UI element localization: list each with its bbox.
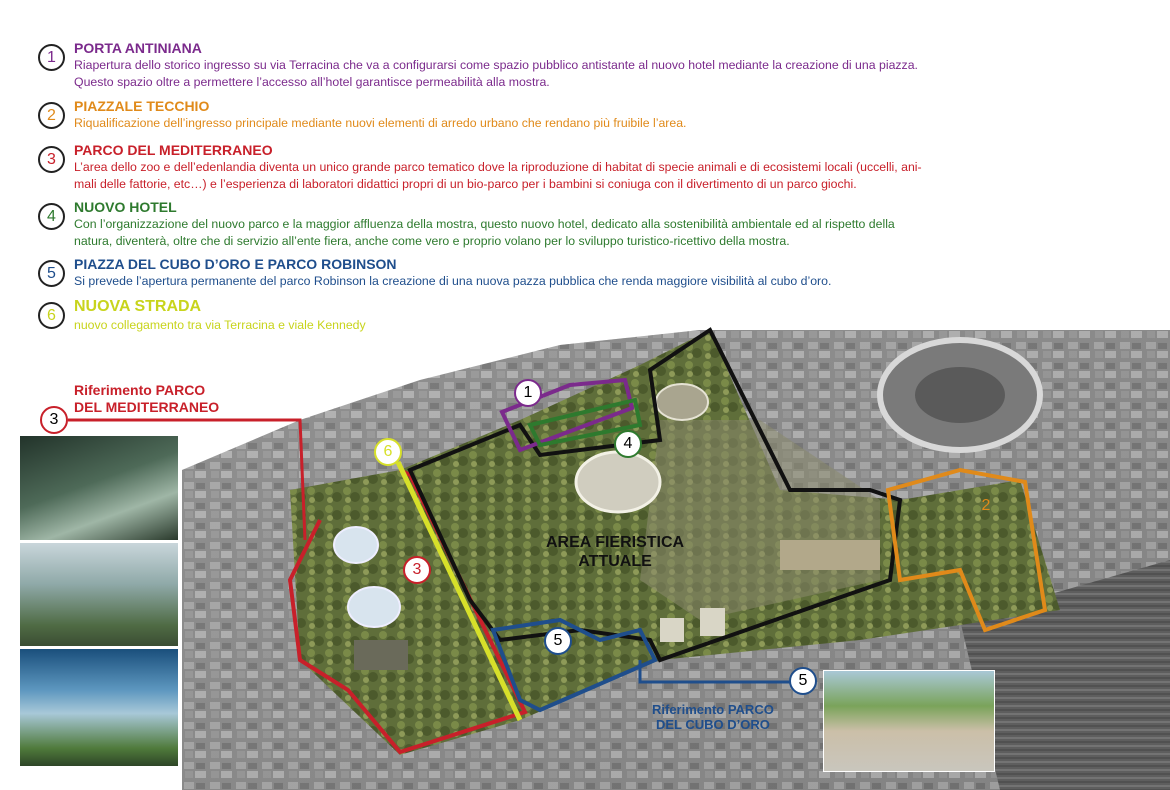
- marker-4[interactable]: 4: [614, 430, 642, 458]
- marker-2[interactable]: 2: [981, 497, 991, 514]
- legend-number-badge: 3: [38, 146, 65, 173]
- legend-title: NUOVO HOTEL: [74, 199, 177, 215]
- legend-description-line: Si prevede l’apertura permanente del parco Robinson la creazione di una nuova pazza pubblica che renda maggiore visibilità al cubo d’oro.: [74, 274, 832, 288]
- area-line2: ATTUALE: [578, 553, 652, 570]
- ref-parco-line2: DEL MEDITERRANEO: [74, 399, 220, 415]
- reference-photo-playground: [823, 670, 995, 772]
- legend-description-line: nuovo collegamento tra via Terracina e viale Kennedy: [74, 318, 366, 332]
- ref-cubo-line1: Riferimento PARCO: [652, 702, 774, 717]
- marker-6[interactable]: 6: [374, 438, 402, 466]
- legend-description-line: Riqualificazione dell’ingresso principale mediante nuovi elementi di arredo urbano che rendano più fruibile l’area.: [74, 116, 687, 130]
- legend-description-line: mali delle fattorie, etc…) e l’esperienza di laboratori didattici propri di un bio-parco per i bambini si coniuga con il divertimento di un parco giochi.: [74, 177, 857, 191]
- legend-title: NUOVA STRADA: [74, 298, 202, 315]
- legend-title: PARCO DEL MEDITERRANEO: [74, 142, 273, 158]
- ref-parco-line1: Riferimento PARCO: [74, 382, 206, 398]
- marker-5-ref[interactable]: 5: [789, 667, 817, 695]
- legend-title: PORTA ANTINIANA: [74, 40, 202, 56]
- legend-title: PIAZZALE TECCHIO: [74, 98, 210, 114]
- reference-photo-greenhouse-tree: [20, 543, 178, 646]
- legend-number-badge: 1: [38, 44, 65, 71]
- legend-description-line: Con l’organizzazione del nuovo parco e la maggior affluenza della mostra, questo nuovo hotel, dedicato alla sostenibilità ambientale ed al rispetto della: [74, 217, 895, 231]
- legend-description-line: Questo spazio oltre a permettere l’accesso all’hotel garantisce permeabilità alla mostra.: [74, 75, 550, 89]
- reference-photo-forest: [20, 436, 178, 540]
- legend-number-badge: 5: [38, 260, 65, 287]
- greenhouse-dome: [348, 587, 400, 627]
- marker-1[interactable]: 1: [514, 379, 542, 407]
- area-line1: AREA FIERISTICA: [546, 534, 685, 551]
- reference-photo-glasshouse: [20, 649, 178, 766]
- legend-description-line: Riapertura dello storico ingresso su via Terracina che va a configurarsi come spazio pubblico antistante al nuovo hotel mediante la creazione di una piazza.: [74, 58, 918, 72]
- arena: [576, 452, 660, 512]
- area-fieristica-label: [546, 533, 684, 571]
- ref-cubo-line2: DEL CUBO D’ORO: [655, 717, 770, 732]
- marker-5[interactable]: 5: [544, 627, 572, 655]
- legend-number-badge: 2: [38, 102, 65, 129]
- greenhouse-dome: [334, 527, 378, 563]
- marker-3-ref[interactable]: 3: [40, 406, 68, 434]
- legend-number-badge: 6: [38, 302, 65, 329]
- legend-description-line: L’area dello zoo e dell’edenlandia diventa un unico grande parco tematico dove la riproduzione di habitat di specie animali e di ecosistemi locali (uccelli, ani-: [74, 160, 922, 174]
- marker-3[interactable]: 3: [403, 556, 431, 584]
- ref-cubo-oro-label: [652, 702, 774, 732]
- legend-number-badge: 4: [38, 203, 65, 230]
- legend-title: PIAZZA DEL CUBO D’ORO E PARCO ROBINSON: [74, 256, 397, 272]
- ref-parco-mediterraneo-label: [74, 382, 219, 416]
- legend-description-line: natura, diventerà, oltre che di servizio all’ente fiera, anche come vero e proprio volano per lo sviluppo turistico-ricettivo della mostra.: [74, 234, 790, 248]
